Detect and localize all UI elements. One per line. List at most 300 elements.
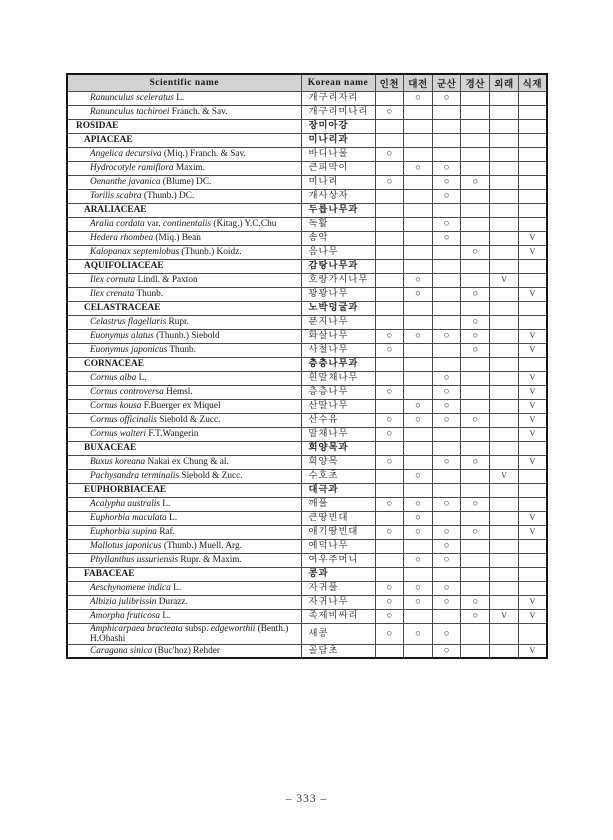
table-body (67, 91, 547, 658)
v-check-mark: V (518, 343, 547, 357)
empty-mark-cell (518, 91, 547, 105)
empty-mark-cell (461, 133, 490, 147)
korean-name-cell: 바디나물 (301, 147, 375, 161)
column-header-site-식재: 식재 (518, 74, 547, 91)
presence-circle-mark: ○ (375, 595, 404, 609)
column-header-korean-name: Korean name (301, 74, 375, 91)
author-name-segment: Durazz. (156, 596, 188, 607)
empty-mark-cell (490, 301, 519, 315)
latin-name-segment: continentalis (163, 218, 212, 229)
presence-circle-mark: ○ (432, 497, 461, 511)
empty-mark-cell (490, 567, 519, 581)
author-name-segment: Rupr. (166, 316, 189, 327)
empty-mark-cell (490, 147, 519, 161)
v-check-mark: V (518, 525, 547, 539)
latin-name-segment: Caragana sinica (90, 646, 153, 657)
korean-name-cell: 노박덩굴과 (301, 301, 375, 315)
latin-name-segment: Celastrus flagellaris (90, 316, 167, 327)
species-row (67, 329, 547, 343)
empty-mark-cell (461, 203, 490, 217)
scientific-name-cell (67, 427, 301, 441)
presence-circle-mark: ○ (432, 399, 461, 413)
presence-circle-mark: ○ (375, 343, 404, 357)
v-check-mark: V (518, 329, 547, 343)
empty-mark-cell (518, 357, 547, 371)
empty-mark-cell (490, 497, 519, 511)
scientific-name-cell (67, 147, 301, 161)
korean-name-cell: 독활 (301, 217, 375, 231)
presence-circle-mark: ○ (404, 287, 433, 301)
latin-name-segment: Phyllanthus ussuriensis (90, 554, 179, 565)
author-name-segment: (Thunb.) Koidz. (179, 246, 242, 257)
author-name-segment: L. (136, 372, 147, 383)
latin-name-segment: edgeworthii (210, 623, 256, 634)
empty-mark-cell (432, 483, 461, 497)
korean-name-cell: 감탕나무과 (301, 259, 375, 273)
family-row (67, 203, 547, 217)
empty-mark-cell (432, 343, 461, 357)
empty-mark-cell (490, 259, 519, 273)
presence-circle-mark: ○ (404, 413, 433, 427)
empty-mark-cell (375, 357, 404, 371)
species-row (67, 343, 547, 357)
author-name-segment: L. (173, 92, 185, 103)
species-row (67, 511, 547, 525)
author-name-segment: Raf. (156, 526, 175, 537)
empty-mark-cell (518, 553, 547, 567)
korean-name-cell: 골담초 (301, 644, 375, 658)
author-name-segment: L. (159, 498, 171, 509)
latin-name-segment: Buxus koreana (90, 456, 146, 467)
korean-name-cell: 장미아강 (301, 119, 375, 133)
empty-mark-cell (432, 469, 461, 483)
species-row (67, 609, 547, 623)
empty-mark-cell (490, 189, 519, 203)
presence-circle-mark: ○ (461, 609, 490, 623)
empty-mark-cell (375, 553, 404, 567)
latin-name-segment: Cornus alba (90, 372, 137, 383)
presence-circle-mark: ○ (375, 175, 404, 189)
species-row (67, 245, 547, 259)
scientific-name-cell (67, 315, 301, 329)
species-row (67, 427, 547, 441)
species-row (67, 497, 547, 511)
empty-mark-cell (432, 273, 461, 287)
latin-name-segment: Hydrocotyle ramiflora (90, 162, 174, 173)
species-row (67, 371, 547, 385)
presence-circle-mark: ○ (375, 427, 404, 441)
empty-mark-cell (490, 644, 519, 658)
presence-circle-mark: ○ (404, 469, 433, 483)
empty-mark-cell (518, 497, 547, 511)
empty-mark-cell (404, 133, 433, 147)
empty-mark-cell (432, 147, 461, 161)
empty-mark-cell (461, 161, 490, 175)
author-name-segment: (Thunb.) Muell. Arg. (161, 540, 242, 551)
author-name-segment: Siebold & Zucc. (156, 414, 221, 425)
scientific-name-cell (67, 609, 301, 623)
empty-mark-cell (461, 371, 490, 385)
empty-mark-cell (375, 399, 404, 413)
presence-circle-mark: ○ (432, 189, 461, 203)
empty-mark-cell (404, 609, 433, 623)
empty-mark-cell (518, 539, 547, 553)
scientific-name-cell (67, 175, 301, 189)
empty-mark-cell (432, 357, 461, 371)
family-row (67, 259, 547, 273)
empty-mark-cell (490, 595, 519, 609)
species-row (67, 161, 547, 175)
scientific-name-cell: ARALIACEAE (67, 203, 301, 217)
empty-mark-cell (461, 469, 490, 483)
column-header-site-외래: 외래 (490, 74, 519, 91)
empty-mark-cell (404, 217, 433, 231)
column-header-site-군산: 군산 (432, 74, 461, 91)
empty-mark-cell (375, 287, 404, 301)
species-row (67, 175, 547, 189)
presence-circle-mark: ○ (404, 553, 433, 567)
empty-mark-cell (375, 315, 404, 329)
latin-name-segment: Hedera rhombea (90, 232, 154, 243)
presence-circle-mark: ○ (375, 525, 404, 539)
latin-name-segment: Aeschynomene indica (90, 582, 171, 593)
species-row (67, 539, 547, 553)
empty-mark-cell (461, 539, 490, 553)
latin-name-segment: Ilex cornuta (90, 274, 136, 285)
empty-mark-cell (490, 343, 519, 357)
korean-name-cell: 산수유 (301, 413, 375, 427)
empty-mark-cell (490, 217, 519, 231)
scientific-name-cell (67, 329, 301, 343)
v-check-mark: V (518, 427, 547, 441)
species-row (67, 315, 547, 329)
empty-mark-cell (461, 189, 490, 203)
presence-circle-mark: ○ (375, 609, 404, 623)
empty-mark-cell (375, 567, 404, 581)
scientific-name-cell (67, 385, 301, 399)
scientific-name-cell (67, 469, 301, 483)
species-distribution-table (66, 73, 548, 659)
empty-mark-cell (461, 385, 490, 399)
empty-mark-cell (518, 301, 547, 315)
empty-mark-cell (490, 539, 519, 553)
empty-mark-cell (490, 427, 519, 441)
empty-mark-cell (490, 175, 519, 189)
empty-mark-cell (432, 119, 461, 133)
empty-mark-cell (375, 217, 404, 231)
korean-name-cell: 새콩 (301, 623, 375, 644)
empty-mark-cell (490, 413, 519, 427)
presence-circle-mark: ○ (432, 539, 461, 553)
empty-mark-cell (404, 644, 433, 658)
presence-circle-mark: ○ (375, 455, 404, 469)
author-name-segment: L. (170, 582, 182, 593)
empty-mark-cell (404, 483, 433, 497)
korean-name-cell: 말채나무 (301, 427, 375, 441)
korean-name-cell: 호랑가시나무 (301, 273, 375, 287)
latin-name-segment: Amphicarpaea bracteata (90, 623, 183, 634)
empty-mark-cell (375, 189, 404, 203)
author-name-segment: Thunb. (167, 344, 196, 355)
empty-mark-cell (404, 147, 433, 161)
empty-mark-cell (404, 259, 433, 273)
latin-name-segment: Oenanthe javanica (90, 176, 161, 187)
presence-circle-mark: ○ (404, 161, 433, 175)
korean-name-cell: 미나리 (301, 175, 375, 189)
author-name-segment: (Buc'hoz) Rehder (152, 646, 221, 657)
author-name-segment: (Blume) DC. (160, 176, 212, 187)
empty-mark-cell (375, 245, 404, 259)
latin-name-segment: Aralia cordata (90, 218, 145, 229)
latin-name-segment: Pachysandra terminalis (90, 470, 180, 481)
empty-mark-cell (461, 623, 490, 644)
scientific-name-cell (67, 343, 301, 357)
scientific-name-cell (67, 413, 301, 427)
presence-circle-mark: ○ (461, 287, 490, 301)
latin-name-segment: Torilis scabra (90, 190, 142, 201)
empty-mark-cell (375, 644, 404, 658)
author-name-segment: (Miq.) Bean (153, 232, 201, 243)
family-row (67, 567, 547, 581)
presence-circle-mark: ○ (461, 315, 490, 329)
scientific-name-cell (67, 161, 301, 175)
v-check-mark: V (518, 413, 547, 427)
empty-mark-cell (404, 441, 433, 455)
korean-name-cell: 수호초 (301, 469, 375, 483)
empty-mark-cell (518, 203, 547, 217)
scientific-name-cell (67, 371, 301, 385)
korean-name-cell: 사철나무 (301, 343, 375, 357)
latin-name-segment: Kalopanax septemlobus (90, 246, 180, 257)
empty-mark-cell (518, 581, 547, 595)
empty-mark-cell (490, 329, 519, 343)
empty-mark-cell (375, 301, 404, 315)
korean-name-cell: 화살나무 (301, 329, 375, 343)
korean-name-cell: 꽝꽝나무 (301, 287, 375, 301)
empty-mark-cell (461, 105, 490, 119)
empty-mark-cell (518, 567, 547, 581)
empty-mark-cell (518, 623, 547, 644)
latin-name-segment: Euphorbia maculata (90, 512, 167, 523)
presence-circle-mark: ○ (404, 497, 433, 511)
presence-circle-mark: ○ (432, 644, 461, 658)
scientific-name-cell (67, 91, 301, 105)
empty-mark-cell (461, 217, 490, 231)
korean-name-cell: 층층나무과 (301, 357, 375, 371)
species-row (67, 644, 547, 658)
presence-circle-mark: ○ (404, 581, 433, 595)
latin-name-segment: Cornus controversa (90, 386, 164, 397)
scientific-name-cell: APIACEAE (67, 133, 301, 147)
empty-mark-cell (404, 315, 433, 329)
empty-mark-cell (461, 231, 490, 245)
v-check-mark: V (518, 385, 547, 399)
empty-mark-cell (404, 539, 433, 553)
author-name-segment: L. (166, 512, 178, 523)
empty-mark-cell (375, 119, 404, 133)
empty-mark-cell (490, 231, 519, 245)
column-header-scientific-name: Scientific name (67, 74, 301, 91)
species-row (67, 413, 547, 427)
empty-mark-cell (404, 203, 433, 217)
species-row (67, 595, 547, 609)
column-header-site-경산: 경산 (461, 74, 490, 91)
scientific-name-cell: EUPHORBIACEAE (67, 483, 301, 497)
empty-mark-cell (375, 133, 404, 147)
presence-circle-mark: ○ (375, 329, 404, 343)
empty-mark-cell (432, 567, 461, 581)
presence-circle-mark: ○ (461, 595, 490, 609)
empty-mark-cell (490, 511, 519, 525)
empty-mark-cell (490, 441, 519, 455)
author-name-segment: (Miq.) Franch. & Sav. (161, 148, 246, 159)
korean-name-cell: 개구리미나리 (301, 105, 375, 119)
empty-mark-cell (518, 217, 547, 231)
presence-circle-mark: ○ (432, 581, 461, 595)
korean-name-cell: 회양목과 (301, 441, 375, 455)
presence-circle-mark: ○ (404, 511, 433, 525)
author-name-segment: subsp. (182, 623, 211, 634)
empty-mark-cell (375, 259, 404, 273)
empty-mark-cell (461, 119, 490, 133)
presence-circle-mark: ○ (432, 595, 461, 609)
presence-circle-mark: ○ (375, 147, 404, 161)
presence-circle-mark: ○ (375, 623, 404, 644)
presence-circle-mark: ○ (375, 413, 404, 427)
empty-mark-cell (490, 357, 519, 371)
scientific-name-cell: AQUIFOLIACEAE (67, 259, 301, 273)
empty-mark-cell (375, 273, 404, 287)
empty-mark-cell (432, 245, 461, 259)
empty-mark-cell (404, 245, 433, 259)
presence-circle-mark: ○ (375, 581, 404, 595)
author-name-segment: Rupr. & Maxim. (178, 554, 242, 565)
empty-mark-cell (461, 357, 490, 371)
presence-circle-mark: ○ (404, 273, 433, 287)
empty-mark-cell (518, 483, 547, 497)
empty-mark-cell (432, 441, 461, 455)
empty-mark-cell (490, 371, 519, 385)
empty-mark-cell (461, 483, 490, 497)
species-row (67, 385, 547, 399)
v-check-mark: V (490, 469, 519, 483)
presence-circle-mark: ○ (432, 455, 461, 469)
column-header-site-인천: 인천 (375, 74, 404, 91)
author-name-segment: L. (160, 610, 171, 621)
empty-mark-cell (490, 623, 519, 644)
v-check-mark: V (518, 455, 547, 469)
scientific-name-cell (67, 623, 301, 644)
korean-name-cell: 큰땅빈대 (301, 511, 375, 525)
scientific-name-cell: CORNACEAE (67, 357, 301, 371)
species-row (67, 399, 547, 413)
subclass-row (67, 119, 547, 133)
family-row (67, 483, 547, 497)
latin-name-segment: Cornus kousa (90, 400, 142, 411)
empty-mark-cell (375, 441, 404, 455)
scientific-name-cell: CELASTRACEAE (67, 301, 301, 315)
empty-mark-cell (518, 119, 547, 133)
family-row (67, 357, 547, 371)
presence-circle-mark: ○ (432, 553, 461, 567)
scientific-name-cell (67, 217, 301, 231)
scientific-name-cell (67, 273, 301, 287)
empty-mark-cell (404, 231, 433, 245)
author-name-segment: var. (144, 218, 164, 229)
author-name-segment: (Benth.) H.Ohashi (90, 623, 289, 644)
author-name-segment: Lindl. & Paxton (135, 274, 198, 285)
empty-mark-cell (518, 189, 547, 203)
v-check-mark: V (518, 595, 547, 609)
empty-mark-cell (375, 511, 404, 525)
presence-circle-mark: ○ (461, 525, 490, 539)
species-row (67, 287, 547, 301)
empty-mark-cell (518, 469, 547, 483)
empty-mark-cell (490, 245, 519, 259)
species-row (67, 581, 547, 595)
author-name-segment: Thunb. (134, 288, 164, 299)
empty-mark-cell (375, 483, 404, 497)
empty-mark-cell (490, 133, 519, 147)
presence-circle-mark: ○ (432, 413, 461, 427)
empty-mark-cell (375, 161, 404, 175)
presence-circle-mark: ○ (461, 245, 490, 259)
latin-name-segment: Ranunculus sceleratus (90, 92, 174, 103)
author-name-segment: Siebold & Zucc. (179, 470, 243, 481)
species-row (67, 91, 547, 105)
presence-circle-mark: ○ (404, 623, 433, 644)
empty-mark-cell (518, 133, 547, 147)
presence-circle-mark: ○ (432, 175, 461, 189)
empty-mark-cell (461, 259, 490, 273)
scientific-name-cell: BUXACEAE (67, 441, 301, 455)
presence-circle-mark: ○ (461, 455, 490, 469)
species-row (67, 469, 547, 483)
empty-mark-cell (490, 385, 519, 399)
v-check-mark: V (518, 245, 547, 259)
empty-mark-cell (490, 399, 519, 413)
author-name-segment: F.T.Wangerin (146, 428, 199, 439)
empty-mark-cell (490, 315, 519, 329)
presence-circle-mark: ○ (432, 231, 461, 245)
presence-circle-mark: ○ (432, 91, 461, 105)
family-row (67, 133, 547, 147)
korean-name-cell: 산딸나무 (301, 399, 375, 413)
empty-mark-cell (518, 259, 547, 273)
korean-name-cell: 큰피막이 (301, 161, 375, 175)
empty-mark-cell (490, 581, 519, 595)
species-row (67, 273, 547, 287)
empty-mark-cell (461, 273, 490, 287)
family-row (67, 441, 547, 455)
empty-mark-cell (518, 315, 547, 329)
presence-circle-mark: ○ (461, 329, 490, 343)
empty-mark-cell (490, 203, 519, 217)
empty-mark-cell (518, 441, 547, 455)
korean-name-cell: 음나무 (301, 245, 375, 259)
empty-mark-cell (404, 119, 433, 133)
empty-mark-cell (375, 539, 404, 553)
latin-name-segment: Acalypha australis (90, 498, 160, 509)
presence-circle-mark: ○ (432, 525, 461, 539)
korean-name-cell: 자귀풀 (301, 581, 375, 595)
scientific-name-cell (67, 539, 301, 553)
latin-name-segment: Ilex crenata (90, 288, 135, 299)
empty-mark-cell (490, 287, 519, 301)
empty-mark-cell (404, 105, 433, 119)
author-name-segment: Hemsl. (163, 386, 193, 397)
species-row (67, 105, 547, 119)
